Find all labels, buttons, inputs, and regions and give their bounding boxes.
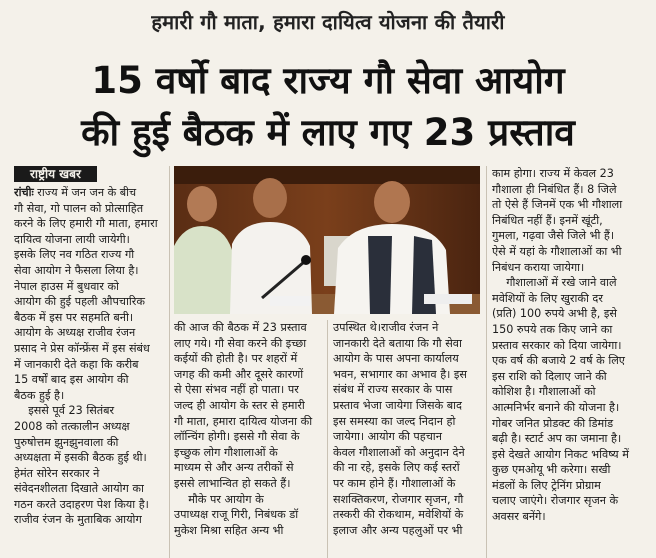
- column-4-line: बढ़ी है। स्टार्ट अप का जमाना है।: [492, 432, 622, 446]
- column-3-line: केवल गौशालाओं को अनुदान देने: [333, 445, 465, 459]
- press-conference-photo: [174, 166, 480, 314]
- column-2-line: गौ माता, हमारा दायित्व योजना की: [174, 414, 313, 428]
- column-2-line: लॉन्चिंग होगी। इससे गौ सेवा के: [174, 430, 300, 444]
- column-4-line: अवसर बनेंगे।: [492, 510, 546, 524]
- column-1-line: गौ सेवा, गो पालन को प्रोत्साहित: [14, 201, 144, 215]
- column-4-line: इसे देखते आयोग निकट भविष्य में: [492, 447, 629, 461]
- column-1-line: में जानकारी देते कहा कि करीब: [14, 357, 139, 371]
- column-4-line: गुमला, गढ़वा जैसे जिले भी हैं।: [492, 229, 615, 243]
- column-1-line: आयोग की हुई पहली औपचारिक: [14, 295, 145, 309]
- column-4-line: चलाए जाएंगे। रोजगार सृजन के: [492, 494, 619, 508]
- column-1-line: सेवा आयोग ने फैसला लिया है।: [14, 263, 139, 277]
- column-2-line: इससे लाभान्वित हो सकते हैं।: [174, 476, 291, 490]
- article-column-2: [174, 320, 322, 558]
- column-1-line: 15 वर्षों बाद इस आयोग की: [14, 373, 129, 387]
- column-2-line: लाए गये। गौ सेवा करने की इच्छा: [174, 336, 307, 350]
- column-1-line: बैठक हुई है।: [14, 388, 65, 402]
- column-1-line: आयोग के अध्यक्ष राजीव रंजन: [14, 326, 136, 340]
- column-4-line: ऐसे में यहां के गौशालाओं का भी: [492, 244, 622, 258]
- column-3-line: जानकारी देते बताया कि गौ सेवा: [333, 336, 462, 350]
- column-4-line: 150 रुपये तक किए जाने का: [492, 322, 613, 336]
- column-1-line: गठन करते उदाहरण पेश किया है।: [14, 497, 149, 511]
- column-3-line: सशक्तिकरण, रोजगार सृजन, गौ: [333, 492, 464, 506]
- column-3-line: पर काम होने हैं। गौशालाओं के: [333, 476, 456, 490]
- column-3-line: जायेगा। आयोग की पहचान: [333, 430, 442, 444]
- column-2-line: मौके पर आयोग के: [174, 492, 264, 506]
- column-1-line: अध्यक्षता में इसकी बैठक हुई थी।: [14, 451, 147, 465]
- column-2-line: इच्छुक लोग गौशालाओं के: [174, 445, 278, 459]
- column-2-line: जल्द ही आयोग के स्तर से हमारी: [174, 398, 305, 412]
- byline-label: राष्ट्रीय खबर: [14, 166, 97, 182]
- column-1-line: राजीव रंजन के मुताबिक आयोग: [14, 513, 142, 527]
- column-1-line: 2008 को तत्कालीन अध्यक्ष: [14, 419, 130, 433]
- article-column-4: [492, 166, 642, 558]
- column-4-line: निबंधन कराया जायेगा।: [492, 260, 585, 274]
- column-4-line: गोबर जनित प्रोडक्ट की डिमांड: [492, 416, 614, 430]
- column-4-line: एक वर्ष की बजाये 2 वर्ष के लिए: [492, 354, 625, 368]
- column-3-line: इलाज और अन्य पहलुओं पर भी: [333, 523, 463, 537]
- headline-line-1: 15 वर्षो बाद राज्य गौ सेवा आयोग: [91, 59, 565, 102]
- column-4-line: काम होगा। राज्य में केवल 23: [492, 167, 614, 180]
- column-3-line: इस समस्या का जल्द निदान हो: [333, 414, 456, 428]
- column-1-line: नेपाल हाउस में बुधवार को: [14, 279, 119, 293]
- column-4-line: गौशाला ही निबंधित हैं। 8 जिले: [492, 182, 617, 196]
- column-4-line: निबंधित नहीं हैं। इनमें खूंटी,: [492, 213, 603, 227]
- column-1-line: संवेदनशीलता दिखाते आयोग का: [14, 482, 144, 496]
- column-1-line: दायित्व योजना लायी जायेगी।: [14, 232, 130, 246]
- column-4-line: आत्मनिर्भर बनाने की योजना है।: [492, 400, 620, 414]
- column-4-line: प्रस्ताव सरकार को दिया जायेगा।: [492, 338, 622, 352]
- column-3-line: प्रस्ताव भेजा जायेगा जिसके बाद: [333, 398, 462, 412]
- column-3-line: की ना रहे, इसके लिए कई स्तरों: [333, 461, 460, 475]
- column-3-line: भवन, सभागार का अभाव है। इस: [333, 367, 467, 381]
- column-4-line: कुछ एमओयू भी करेगा। सखी: [492, 463, 611, 477]
- column-4-line: गौशालाओं में रखे जाने वाले: [492, 276, 617, 290]
- column-4-line: इस राशि को दिलाए जाने की: [492, 369, 607, 383]
- column-4-line: कोशिश है। गौशालाओं को: [492, 385, 596, 399]
- press-conference-illustration: [174, 166, 480, 314]
- headline-line-2: की हुई बैठक में लाए गए 23 प्रस्ताव: [81, 111, 575, 154]
- column-4-line: (प्रति) 100 रुपये अभी है, इसे: [492, 307, 617, 321]
- column-1-line: प्रसाद ने प्रेस कॉन्फ्रेंस में इस संबंध: [14, 341, 150, 355]
- column-3-line: आयोग के पास अपना कार्यालय: [333, 352, 459, 366]
- article-column-3: [333, 320, 481, 558]
- column-2-line: से ऐसा संभव नहीं हो पाता। पर: [174, 383, 299, 397]
- kicker: हमारी गौ माता, हमारा दायित्व योजना की तैयारी: [151, 10, 505, 34]
- article-column-1: [14, 166, 164, 558]
- column-3-line: तस्करी की रोकथाम, मवेशियों के: [333, 508, 464, 522]
- column-2-line: मुकेश मिश्रा सहित अन्य भी: [174, 523, 284, 537]
- column-3-line: संबंध में राज्य सरकार के पास: [333, 383, 453, 397]
- column-divider: [169, 166, 170, 558]
- column-2-line: की आज की बैठक में 23 प्रस्ताव: [174, 321, 307, 334]
- column-1-line: बैठक में इस पर सहमति बनी।: [14, 310, 134, 324]
- column-1-line: इससे पूर्व 23 सितंबर: [14, 404, 115, 418]
- column-2-line: जगह की कमी और दूसरे कारणों: [174, 367, 304, 381]
- column-1-line: [14, 185, 164, 201]
- column-2-line: माध्यम से और अन्य तरीकों से: [174, 461, 294, 475]
- column-4-line: तो ऐसे हैं जिनमें एक भी गौशाला: [492, 198, 623, 212]
- dateline: रांचीः: [14, 186, 34, 199]
- column-divider: [327, 320, 328, 558]
- column-1-line: करने के लिए हमारी गौ माता, हमारा: [14, 217, 158, 231]
- column-1-line: हेमंत सोरेन सरकार ने: [14, 466, 100, 480]
- column-1-line-text: राज्य में जन जन के बीच: [33, 186, 137, 199]
- column-1-line: इसके लिए नव गठित राज्य गौ: [14, 248, 135, 262]
- column-divider: [486, 166, 487, 558]
- column-4-line: मवेशियों के लिए खुराकी दर: [492, 291, 603, 305]
- column-2-line: उपाध्यक्ष राजू गिरी, निबंधक डॉ: [174, 508, 299, 522]
- column-4-line: मंडलों के लिए ट्रेनिंग प्रोग्राम: [492, 478, 601, 492]
- column-3-line: उपस्थित थे।राजीव रंजन ने: [333, 321, 439, 334]
- column-1-line: पुरुषोत्तम झुनझुनवाला की: [14, 435, 119, 449]
- column-2-line: कईयों की होती है। पर शहरों में: [174, 352, 298, 366]
